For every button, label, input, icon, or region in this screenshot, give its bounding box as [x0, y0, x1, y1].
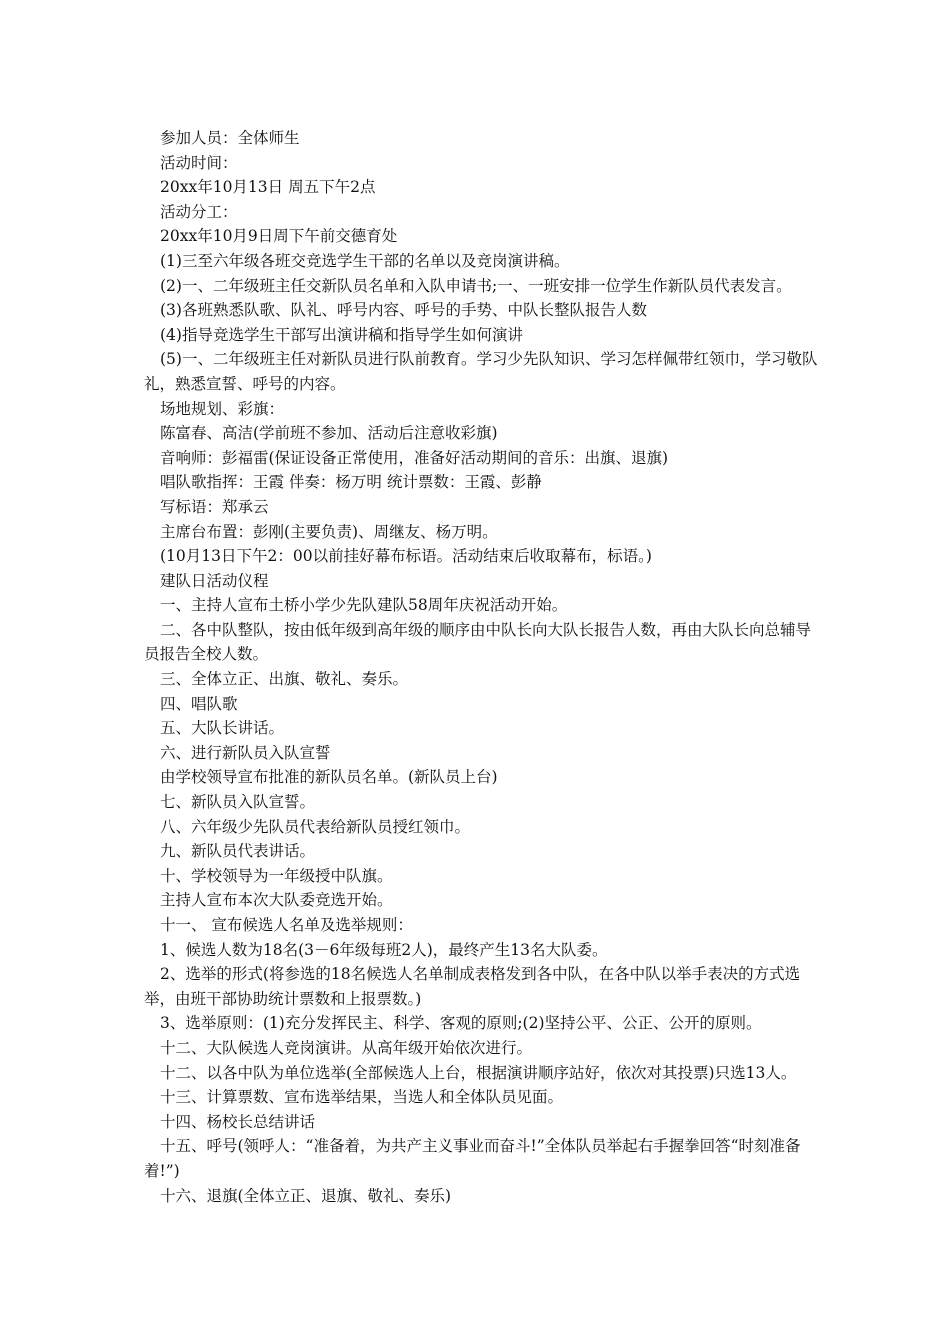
paragraph-agenda-title: 建队日活动仪程 — [160, 571, 269, 590]
paragraph-agenda-13: 十三、计算票数、宣布选举结果，当选人和全体队员见面。 — [160, 1088, 564, 1107]
paragraph-task-2: (2)一、二年级班主任交新队员名单和入队申请书;一、一班安排一位学生作新队员代表发言。 — [160, 276, 792, 295]
paragraph-agenda-15: 十五、呼号(领呼人：“准备着，为共产主义事业而奋斗!”全体队员举起右手握拳回答“时刻准备着!”) — [144, 1137, 801, 1180]
paragraph-banner-note: (10月13日下午2：00以前挂好幕布标语。活动结束后收取幕布，标语。) — [160, 547, 652, 566]
paragraph-agenda-3: 三、全体立正、出旗、敬礼、奏乐。 — [160, 670, 409, 689]
paragraph-agenda-10: 十、学校领导为一年级授中队旗。 — [160, 866, 393, 885]
paragraph-task-1: (1)三至六年级各班交竞选学生干部的名单以及竞岗演讲稿。 — [160, 251, 570, 270]
paragraph-agenda-11: 十一、 宣布候选人名单及选举规则： — [160, 916, 413, 934]
paragraph-agenda-4: 四、唱队歌 — [160, 694, 238, 713]
paragraph-agenda-12a: 十二、大队候选人竞岗演讲。从高年级开始依次进行。 — [160, 1038, 533, 1057]
paragraph-agenda-5: 五、大队长讲话。 — [160, 719, 285, 738]
paragraph-rule-3: 3、选举原则：(1)充分发挥民主、科学、客观的原则;(2)坚持公平、公正、公开的原则。 — [160, 1014, 762, 1033]
paragraph-election-start: 主持人宣布本次大队委竞选开始。 — [160, 891, 393, 910]
paragraph-rule-1: 1、候选人数为18名(3－6年级每班2人)，最终产生13名大队委。 — [160, 940, 608, 959]
paragraph-song-conductor: 唱队歌指挥：王霞 伴奏：杨万明 统计票数：王霞、彭静 — [160, 473, 542, 492]
paragraph-stage: 主席台布置：彭刚(主要负责)、周继友、杨万明。 — [160, 522, 498, 541]
paragraph-agenda-2: 二、各中队整队，按由低年级到高年级的顺序由中队长向大队长报告人数，再由大队长向总辅导员报告全校人数。 — [144, 620, 812, 664]
paragraph-agenda-9: 九、新队员代表讲话。 — [160, 842, 316, 861]
document-body — [144, 126, 820, 1208]
paragraph-task-4: (4)指导竞选学生干部写出演讲稿和指导学生如何演讲 — [160, 325, 523, 344]
paragraph-division-label: 活动分工： — [160, 202, 238, 221]
paragraph-agenda-1: 一、主持人宣布土桥小学少先队建队58周年庆祝活动开始。 — [160, 596, 568, 615]
paragraph-agenda-6: 六、进行新队员入队宣誓 — [160, 743, 331, 762]
paragraph-deadline: 20xx年10月9日周下午前交德育处 — [160, 227, 398, 246]
paragraph-slogan: 写标语：郑承云 — [160, 497, 269, 516]
paragraph-agenda-14: 十四、杨校长总结讲话 — [160, 1112, 316, 1131]
paragraph-venue-staff: 陈富春、高洁(学前班不参加、活动后注意收彩旗) — [160, 424, 498, 443]
paragraph-agenda-12b: 十二、以各中队为单位选举(全部候选人上台，根据演讲顺序站好，依次对其投票)只选13人。 — [160, 1063, 797, 1082]
paragraph-venue-label: 场地规划、彩旗： — [160, 399, 285, 418]
paragraph-agenda-7: 七、新队员入队宣誓。 — [160, 793, 316, 812]
paragraph-rule-2: 2、选举的形式(将参选的18名候选人名单制成表格发到各中队，在各中队以举手表决的方式选举，由班干部协助统计票数和上报票数。) — [144, 965, 801, 1008]
paragraph-time-value: 20xx年10月13日 周五下午2点 — [160, 178, 376, 197]
paragraph-participants: 参加人员：全体师生 — [160, 129, 300, 147]
paragraph-task-3: (3)各班熟悉队歌、队礼、呼号内容、呼号的手势、中队长整队报告人数 — [160, 301, 647, 320]
paragraph-agenda-16: 十六、退旗(全体立正、退旗、敬礼、奏乐) — [160, 1186, 452, 1205]
paragraph-task-5: (5)一、二年级班主任对新队员进行队前教育。学习少先队知识、学习怎样佩带红领巾，学习敬队礼，熟悉宣誓、呼号的内容。 — [144, 350, 818, 393]
paragraph-time-label: 活动时间： — [160, 153, 238, 172]
paragraph-agenda-6-detail: 由学校领导宣布批准的新队员名单。(新队员上台) — [160, 768, 498, 787]
paragraph-agenda-8: 八、六年级少先队员代表给新队员授红领巾。 — [160, 817, 471, 836]
paragraph-sound: 音响师：彭福雷(保证设备正常使用，准备好活动期间的音乐：出旗、退旗) — [160, 448, 669, 467]
